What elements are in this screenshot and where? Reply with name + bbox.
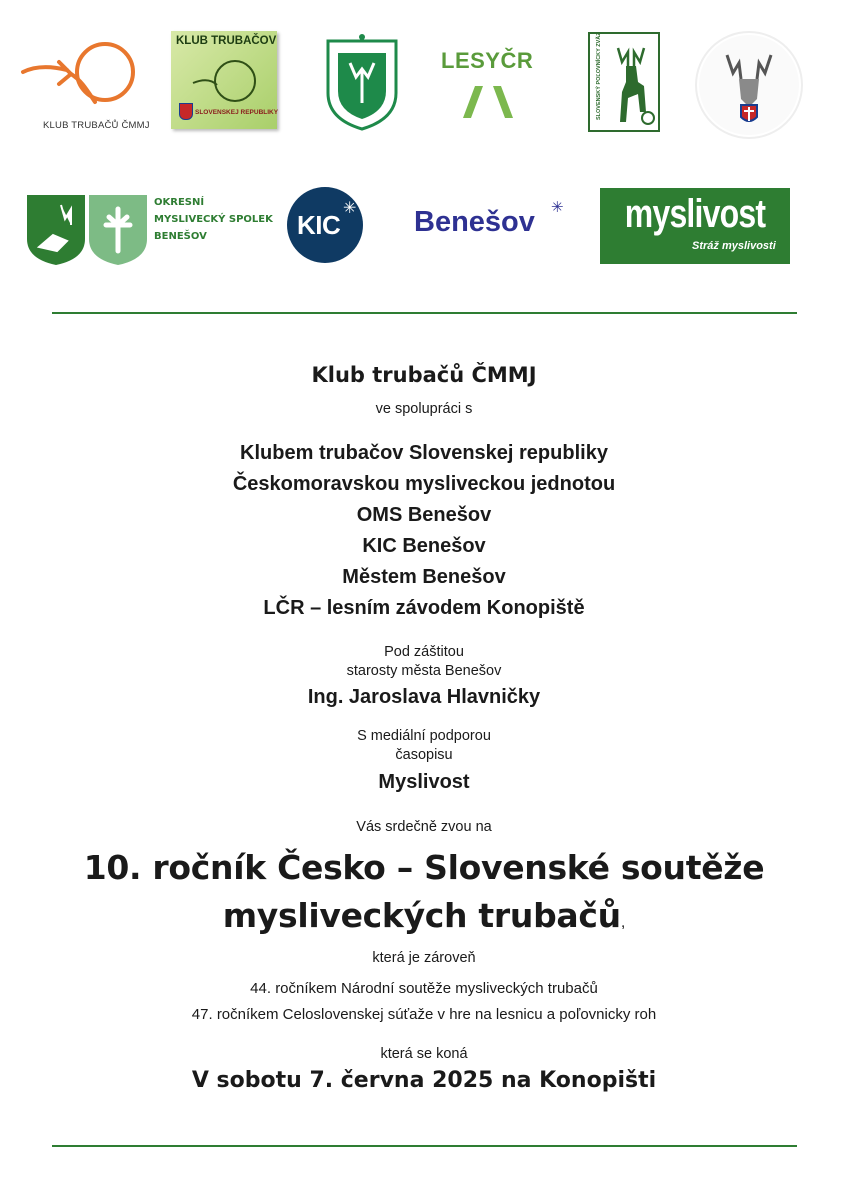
lesy-cr-logo [441,48,539,123]
deer-shield-icon [322,33,402,131]
invite-text: Vás srdečně zvou na [356,819,492,835]
cmmj-logo [322,33,402,131]
stag-head-icon [697,33,801,137]
media-name: Myslivost [378,771,470,793]
lesy-cr-text: LESYČR [441,48,534,73]
partner-item: Městem Benešov [342,566,506,588]
leaf-badge-icon [89,195,147,265]
cooperation-text: ve spolupráci s [375,401,473,417]
partners-list [0,438,848,624]
star-icon: ✳ [551,199,564,216]
spz-logo [588,32,660,132]
deer-badge-icon [27,195,85,265]
horn-icon [15,32,145,112]
slovak-coat-of-arms-icon [179,103,193,120]
held-text: která se koná [380,1046,468,1062]
edition-2: 47. ročníkem Celoslovenskej súťaže v hre na lesnicu a poľovnicky roh [191,1006,657,1023]
partner-item: LČR – lesním závodem Konopiště [263,597,585,619]
edition-1: 44. ročníkem Národní soutěže mysliveckých trubačů [250,980,598,997]
partner-item: OMS Benešov [356,504,492,526]
date-place: V sobotu 7. června 2025 na Konopišti [191,1068,657,1093]
event-title-comma: , [620,914,626,931]
event-title-line-1: 10. ročník Česko – Slovenské soutěže [83,848,765,887]
benesov-text: Benešov [414,206,535,238]
also-text: která je zároveň [372,950,476,966]
bottom-divider [52,1145,797,1147]
kic-text: KIC [297,210,341,240]
event-title-line-2 [0,894,848,945]
klub-trubacov-ribbon: SLOVENSKEJ REPUBLIKY [195,109,279,116]
hunting-horn-icon [189,53,267,109]
partner-item: Klubem trubačov Slovenskej republiky [240,442,608,464]
myslivost-title: myslivost [624,192,766,236]
top-divider [52,312,797,314]
patronage-line-1: Pod záštitou [384,644,464,660]
klub-trubacu-caption: KLUB TRUBAČŮ ČMMJ [43,120,150,131]
organizer: Klub trubačů ČMMJ [311,363,537,387]
sparkle-icon: ✳ [343,200,357,217]
kic-logo [287,187,363,263]
partner-item: KIC Benešov [362,535,486,557]
partner-item: Českomoravskou mysliveckou jednotou [232,473,616,495]
media-line-2: časopisu [395,747,453,763]
media-line-1: S mediální podporou [357,728,491,744]
oms-benesov-logo [27,195,273,265]
spk-logo [697,33,801,137]
klub-trubacu-cmmj-logo [15,32,150,132]
oms-line-2: MYSLIVECKÝ SPOLEK [154,214,273,225]
klub-trubacov-sr-logo [171,31,277,129]
oms-line-1: OKRESNÍ [154,197,205,208]
myslivost-logo [600,188,790,264]
benesov-logo [414,199,570,244]
oms-line-3: BENEŠOV [154,231,207,242]
tree-arrows-icon [461,84,515,120]
klub-trubacov-title: KLUB TRUBAČOV [176,35,277,47]
myslivost-subtitle: Stráž myslivosti [692,240,776,252]
stag-icon [604,42,656,128]
patronage-line-2: starosty města Benešov [346,663,502,679]
spz-text: SLOVENSKÝ POĽOVNÍCKY ZVÄZ [596,32,602,120]
event-title-line-2-text: mysliveckých trubačů [222,896,621,935]
patron-name: Ing. Jaroslava Hlavničky [307,686,541,708]
